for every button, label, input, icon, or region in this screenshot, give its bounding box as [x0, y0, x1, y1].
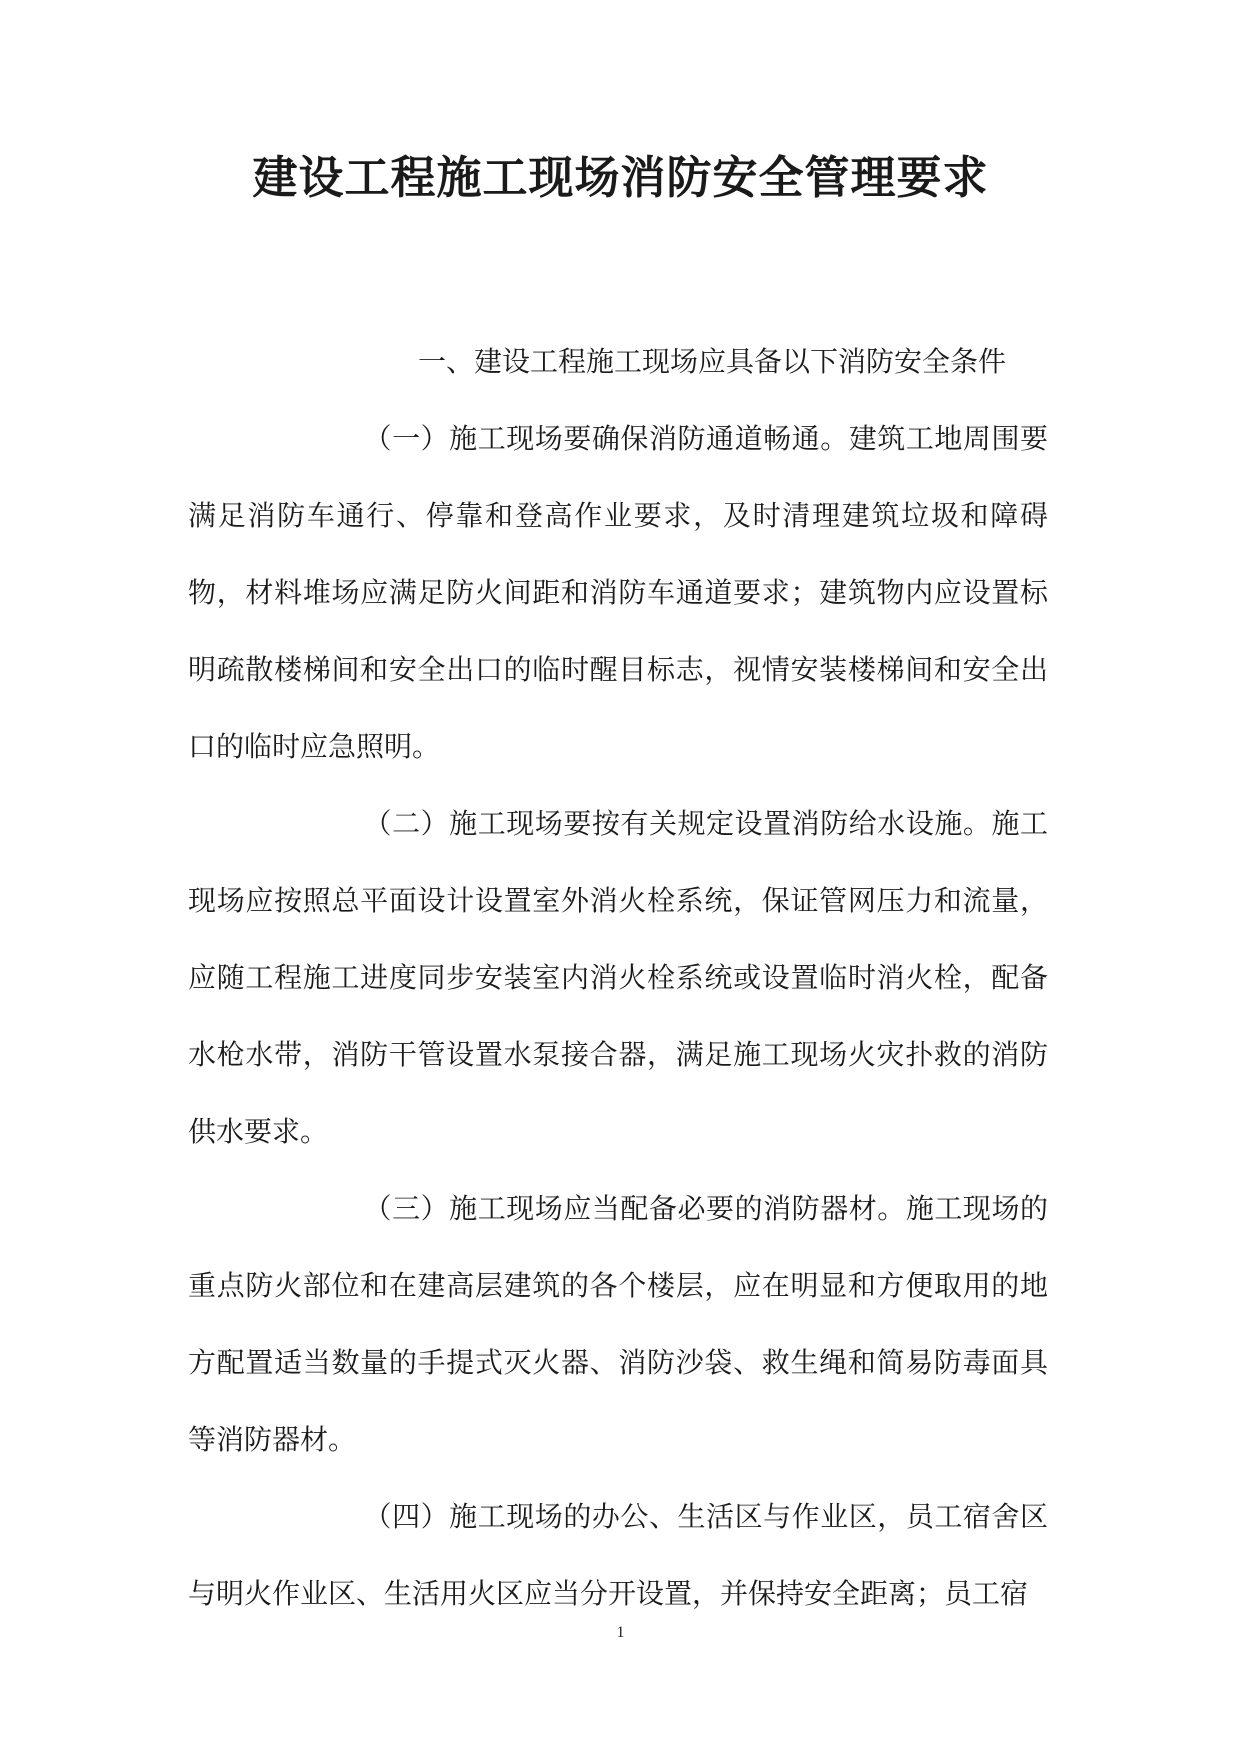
paragraph-1 — [188, 400, 1048, 785]
page-number: 1 — [616, 1624, 625, 1641]
document-title: 建设工程施工现场消防安全管理要求 — [252, 151, 989, 204]
document-body — [188, 323, 1048, 1632]
paragraph-text: （二）施工现场要按有关规定设置消防给水设施。施工现场应按照总平面设计设置室外消火栓系统，保证管网压力和流量，应随工程施工进度同步安装室内消火栓系统或设置临时消火栓，配备水枪水带，消防干管设置水泵接合器，满足施工现场火灾扑救的消防供水要求。 — [188, 807, 1048, 1148]
paragraph-text: （一）施工现场要确保消防通道畅通。建筑工地周围要满足消防车通行、停靠和登高作业要求，及时清理建筑垃圾和障碍物，材料堆场应满足防火间距和消防车通道要求；建筑物内应设置标明疏散楼梯间和安全出口的临时醒目标志，视情安装楼梯间和安全出口的临时应急照明。 — [188, 422, 1048, 763]
paragraph-text: （三）施工现场应当配备必要的消防器材。施工现场的重点防火部位和在建高层建筑的各个楼层，应在明显和方便取用的地方配置适当数量的手提式灭火器、消防沙袋、救生绳和简易防毒面具等消防器材。 — [188, 1192, 1048, 1456]
paragraph-4 — [188, 1478, 1048, 1632]
paragraph-3 — [188, 1170, 1048, 1478]
section-heading: 一、建设工程施工现场应具备以下消防安全条件 — [418, 345, 1007, 378]
paragraph-text: （四）施工现场的办公、生活区与作业区，员工宿舍区与明火作业区、生活用火区应当分开设置，并保持安全距离；员工宿 — [188, 1500, 1048, 1610]
paragraph-2 — [188, 785, 1048, 1170]
